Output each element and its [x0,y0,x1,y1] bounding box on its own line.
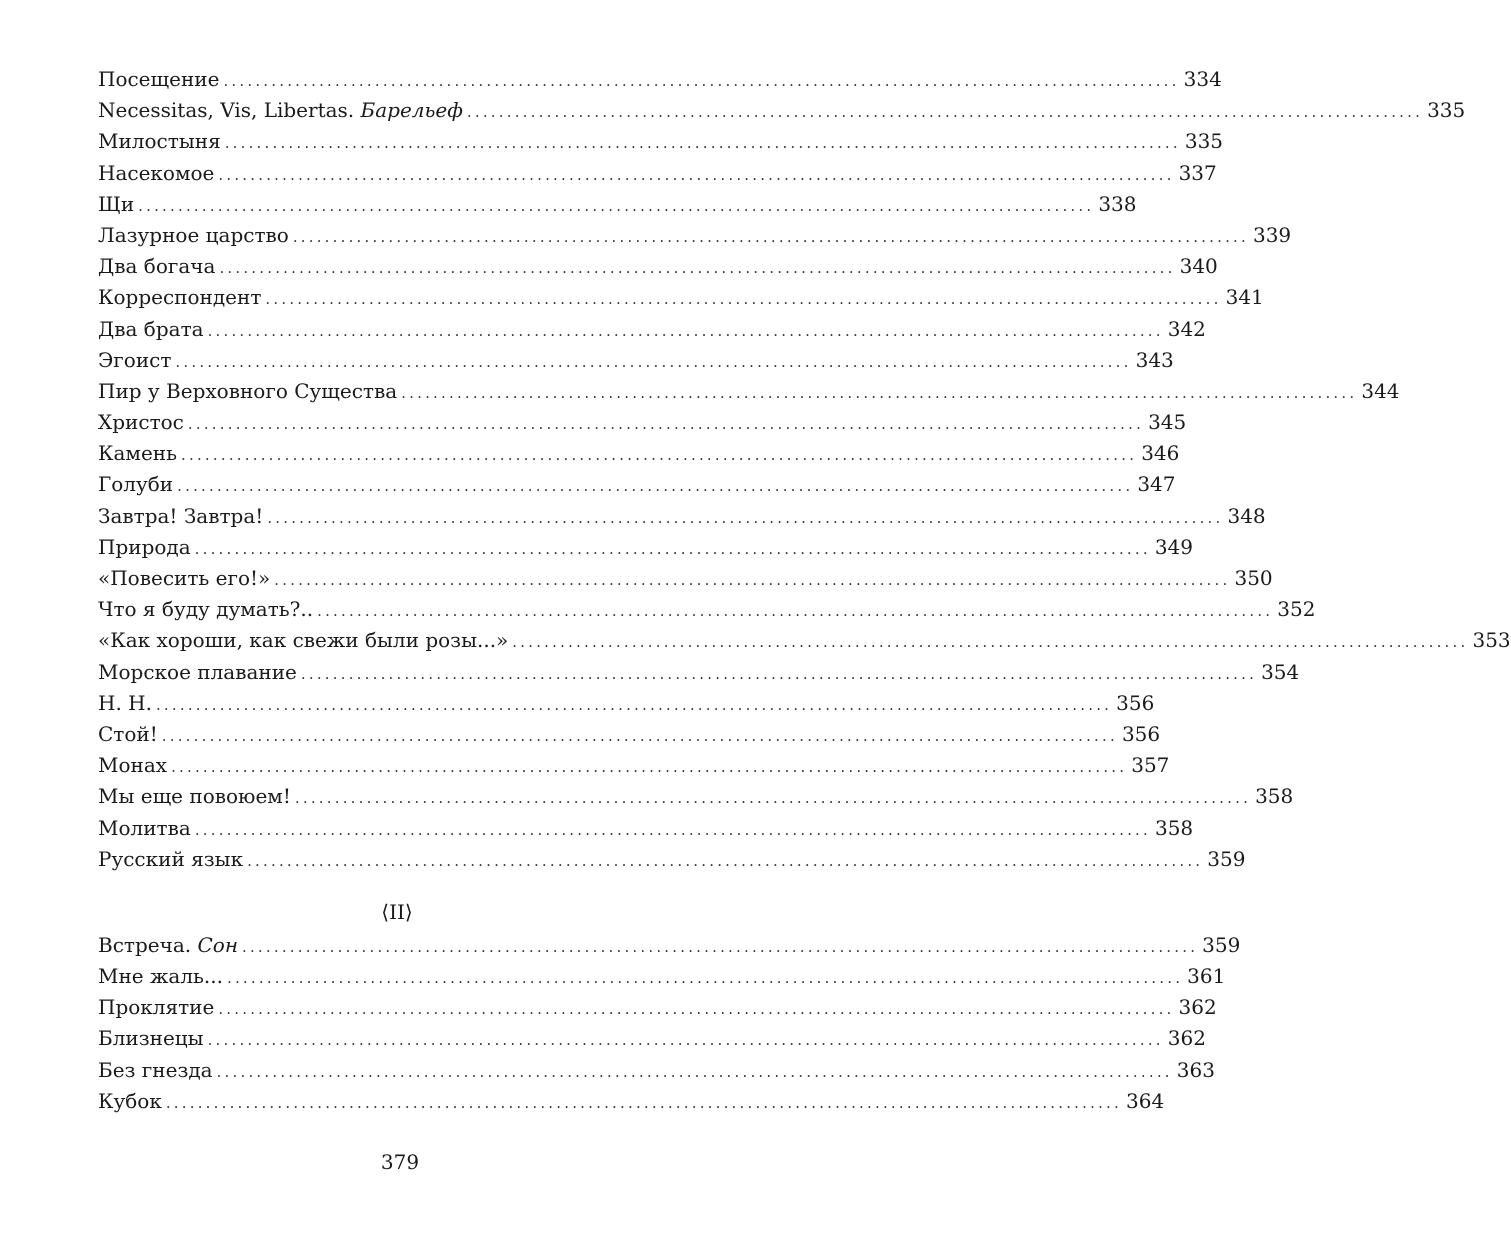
dot-leader: ........................................................................................................................ [300,664,1258,683]
dot-leader: ........................................................................................................................ [223,72,1180,90]
toc-entry-page: 348 [1227,503,1266,528]
toc-entry-page: 334 [1183,67,1222,91]
toc-entry-page: 363 [1176,1057,1215,1082]
dot-leader: ........................................................................................................................ [512,633,1469,652]
dot-leader: ........................................................................................................................ [171,758,1128,777]
dot-leader: ........................................................................................................................ [247,851,1204,870]
toc-entry-subtitle: Барельеф [360,98,463,123]
toc-entry-title: Мне жаль... [98,964,223,989]
dot-leader: ........................................................................................................................ [194,820,1151,839]
toc-entry [98,992,1217,1023]
dot-leader: ........................................................................................................................ [294,789,1252,808]
toc-entry-title: Морское плавание [98,659,297,684]
toc-entry-title: Лазурное царство [98,222,289,247]
toc-entry-title: Мы еще повоюем! [98,784,291,809]
dot-leader: ........................................................................................................................ [292,227,1249,246]
dot-leader: ........................................................................................................................ [207,321,1164,340]
toc-entry [98,532,1194,563]
toc-entry-title: Насекомое [98,160,215,185]
toc-entry-title: Корреспондент [98,285,262,310]
toc-entry [98,407,1187,438]
toc-entry-page: 352 [1277,597,1316,622]
toc-entry-title: Стой! [98,721,158,746]
toc-entry [98,563,1273,594]
dot-leader: ........................................................................................................................ [207,1031,1164,1050]
dot-leader: ........................................................................................................................ [161,726,1118,745]
toc-entry [98,251,1218,282]
toc-entry-page: 353 [1472,628,1511,653]
dot-leader: ........................................................................................................................ [216,1062,1173,1081]
dot-leader: ........................................................................................................................ [138,196,1095,215]
toc-entry-title: Пир у Верховного Существа [98,378,398,403]
toc-entry-title: Проклятие [98,995,215,1020]
dot-leader: ........................................................................................................................ [466,103,1424,122]
toc-entry-title: Близнецы [98,1026,204,1051]
dot-leader: ........................................................................................................................ [187,415,1145,434]
dot-leader: ........................................................................................................................ [155,695,1113,714]
toc-entry [98,750,1170,781]
toc-entry [98,189,1137,220]
dot-leader: ........................................................................................................................ [219,259,1176,278]
toc-entry-page: 335 [1427,98,1466,123]
toc-entry-title: Н. Н. [98,690,152,715]
toc-entry-page: 359 [1202,932,1241,957]
toc-entry [98,345,1174,376]
dot-leader: ........................................................................................................................ [177,477,1134,496]
toc-entry-page: 342 [1167,316,1206,341]
toc-entry [98,126,1224,157]
toc-entry-title: Два богача [98,254,216,279]
toc-entry-title: Кубок [98,1088,162,1113]
toc-entry-title: Эгоист [98,347,172,372]
toc-entry-page: 339 [1252,222,1292,247]
dot-leader: ........................................................................................................................ [175,352,1132,371]
toc-entry-page: 358 [1154,815,1194,840]
dot-leader: ........................................................................................................................ [267,508,1224,527]
toc-entry-title: «Как хороши, как свежи были розы...» [98,628,509,653]
toc-entry [98,282,1264,313]
table-of-contents [98,64,1511,1117]
toc-entry-title: Молитва [98,815,191,840]
toc-entry-page: 343 [1135,347,1174,372]
toc-entry-title: Что я буду думать?.. [98,597,314,622]
toc-entry [98,314,1206,345]
toc-entry [98,657,1300,688]
toc-entry-title: Камень [98,441,178,466]
toc-entry [98,501,1266,532]
toc-entry-title: Монах [98,753,168,778]
toc-entry [98,469,1176,500]
toc-entry-page: 362 [1167,1026,1206,1051]
dot-leader: ........................................................................................................................ [165,1093,1122,1112]
toc-entry [98,376,1400,407]
toc-entry [98,1055,1215,1086]
toc-entry [98,594,1316,625]
toc-entry-page: 338 [1098,191,1137,216]
toc-section-2 [98,930,1241,1117]
dot-leader: ........................................................................................................................ [181,446,1138,465]
toc-entry [98,930,1241,961]
toc-entry-page: 359 [1207,846,1246,871]
toc-entry-title: Посещение [98,67,220,91]
toc-entry [98,64,1222,95]
toc-entry [98,438,1180,469]
toc-entry-title: Щи [98,191,135,216]
toc-entry [98,781,1294,812]
toc-entry [98,1023,1206,1054]
toc-entry-page: 341 [1225,285,1264,310]
toc-entry-title: Завтра! Завтра! [98,503,264,528]
dot-leader: ........................................................................................................................ [317,602,1274,621]
toc-section-1 [98,64,1511,875]
toc-entry [98,220,1292,251]
toc-entry-title: Христос [98,410,184,435]
toc-entry-page: 346 [1141,441,1180,466]
toc-entry [98,719,1161,750]
toc-entry [98,625,1511,656]
dot-leader: ........................................................................................................................ [224,134,1181,153]
toc-entry-page: 349 [1154,534,1194,559]
toc-entry [98,688,1155,719]
toc-entry [98,844,1246,875]
toc-entry-title: Встреча. Сон [98,932,238,957]
toc-entry-page: 357 [1131,753,1170,778]
toc-entry-page: 362 [1178,995,1217,1020]
toc-entry-page: 350 [1234,566,1273,590]
toc-entry [98,1086,1165,1117]
toc-entry-title: Русский язык [98,846,244,871]
section-heading: ⟨II⟩ [381,899,413,924]
toc-entry-page: 347 [1137,472,1176,497]
toc-entry-title: Necessitas, Vis, Libertas. Барельеф [98,98,463,123]
toc-entry-title: Милостыня [98,129,221,154]
dot-leader: ........................................................................................................................ [194,539,1151,558]
toc-entry-subtitle: Сон [197,932,238,957]
toc-entry [98,158,1217,189]
dot-leader: ........................................................................................................................ [218,1000,1175,1019]
page-number: 379 [380,1150,420,1174]
toc-entry-page: 345 [1148,410,1187,435]
dot-leader: ........................................................................................................................ [274,571,1231,589]
toc-entry-title: «Повесить его!» [98,566,271,590]
toc-entry-page: 356 [1116,690,1155,715]
toc-entry-page: 354 [1261,659,1300,684]
toc-entry-title: Два брата [98,316,204,341]
toc-entry [98,95,1466,126]
toc-entry-page: 358 [1255,784,1294,809]
toc-entry-title: Без гнезда [98,1057,213,1082]
toc-entry-page: 335 [1184,129,1224,154]
dot-leader: ........................................................................................................................ [227,969,1184,988]
toc-entry-title: Природа [98,534,191,559]
dot-leader: ........................................................................................................................ [265,290,1222,309]
dot-leader: ........................................................................................................................ [401,383,1358,402]
toc-entry-page: 364 [1126,1088,1165,1113]
toc-entry-page: 344 [1361,378,1400,403]
toc-entry-page: 337 [1178,160,1217,185]
dot-leader: ........................................................................................................................ [218,165,1175,184]
toc-entry-title: Голуби [98,472,174,497]
toc-entry [98,813,1194,844]
toc-entry [98,961,1226,992]
dot-leader: ........................................................................................................................ [242,937,1199,956]
toc-entry-page: 340 [1179,254,1218,279]
toc-entry-page: 361 [1187,964,1226,989]
toc-entry-page: 356 [1121,721,1161,746]
